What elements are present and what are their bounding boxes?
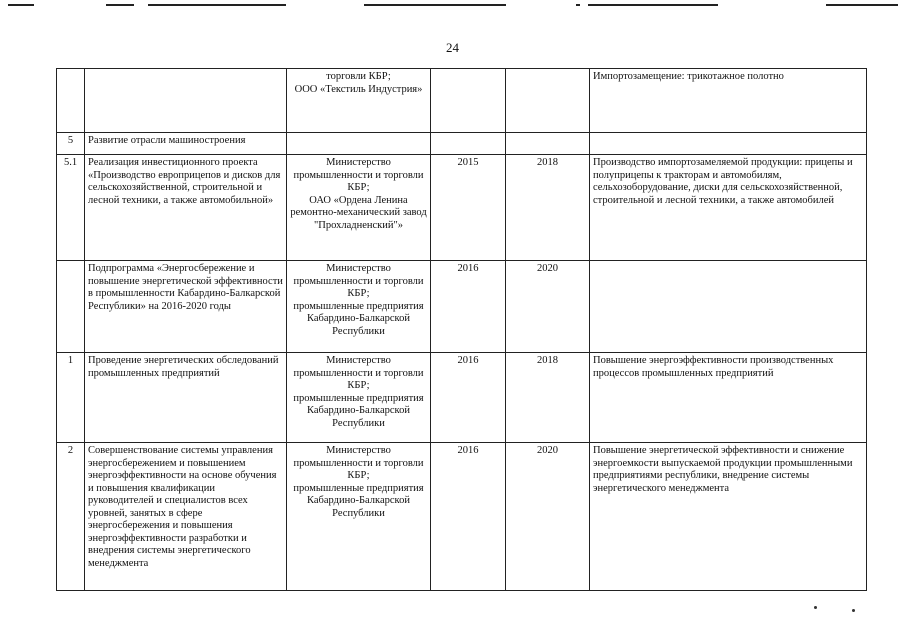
executor (287, 133, 431, 155)
table-row (57, 133, 867, 155)
scan-speck (814, 606, 817, 609)
executor-text: торговли КБР; ООО «Текстиль Индустрия» (294, 71, 423, 95)
start-year: 2016 (431, 353, 506, 443)
measure-name: Развитие отрасли машиностроения (85, 133, 287, 155)
page-number: 24 (446, 40, 459, 55)
start-year (431, 133, 506, 155)
measure-name: Подпрограмма «Энергосбережение и повышение энергетической эффективности в промышленности Кабардино-Балкарской Республики» на 2016-2020 годы (85, 261, 287, 353)
executor-text: Министерство промышленности и торговли КБР; промышленные предприятия Кабардино-Балкарской Республики (293, 263, 424, 337)
table-row (57, 69, 867, 133)
table-row (57, 353, 867, 443)
expected-result: Импортозамещение: трикотажное полотно (590, 69, 867, 133)
measure-name: Проведение энергетических обследований промышленных предприятий (85, 353, 287, 443)
end-year: 2018 (506, 353, 590, 443)
scan-artifact-line (588, 4, 718, 6)
executor (287, 69, 431, 133)
expected-result: Повышение энергоэффективности производственных процессов промышленных предприятий (590, 353, 867, 443)
table-row (57, 443, 867, 591)
scan-artifact-line (576, 4, 580, 6)
expected-result: Производство импортозамеляемой продукции: прицепы и полуприцепы к тракторам и автомобилям, сельхозоборудование, диски для сельскохозяйственной, строительной и лесной техники, а также автомобилей (590, 155, 867, 261)
row-number: 1 (57, 353, 85, 443)
executor-text: Министерство промышленности и торговли КБР; ОАО «Ордена Ленина ремонтно-механический завод "Прохладненский"» (290, 157, 427, 231)
scan-artifact-line (148, 4, 286, 6)
scan-artifact-line (106, 4, 134, 6)
end-year (506, 133, 590, 155)
table-row (57, 155, 867, 261)
executor-text: Министерство промышленности и торговли КБР; промышленные предприятия Кабардино-Балкарской Республики (293, 445, 424, 519)
expected-result (590, 261, 867, 353)
row-number: 5 (57, 133, 85, 155)
executor (287, 443, 431, 591)
row-number (57, 261, 85, 353)
start-year: 2016 (431, 261, 506, 353)
program-table (56, 68, 867, 591)
executor-text: Министерство промышленности и торговли КБР; промышленные предприятия Кабардино-Балкарской Республики (293, 355, 424, 429)
scan-artifact-line (364, 4, 506, 6)
table-row (57, 261, 867, 353)
row-number: 5.1 (57, 155, 85, 261)
expected-result (590, 133, 867, 155)
expected-result: Повышение энергетической эффективности и снижение энергоемкости выпускаемой продукции промышленными предприятиями республики, внедрение системы энергетического менеджмента (590, 443, 867, 591)
measure-name: Совершенствование системы управления энергосбережением и повышением энергоэффективности на основе обучения и повышения квалификации руководителей и специалистов всех уровней, занятых в сфере энергосбережения и повышения энергоэффективности разработки и внедрения системы энергетического менеджмента (85, 443, 287, 591)
measure-name (85, 69, 287, 133)
executor (287, 261, 431, 353)
row-number: 2 (57, 443, 85, 591)
scan-artifact-line (8, 4, 34, 6)
scan-artifact-line (826, 4, 898, 6)
table-body (57, 69, 867, 591)
end-year (506, 69, 590, 133)
executor (287, 155, 431, 261)
end-year: 2020 (506, 443, 590, 591)
executor (287, 353, 431, 443)
scan-speck (852, 609, 855, 612)
measure-name: Реализация инвестиционного проекта «Производство европрицепов и дисков для сельскохозяйственной, строительной и лесной техники, а также автомобильной» (85, 155, 287, 261)
end-year: 2018 (506, 155, 590, 261)
row-number (57, 69, 85, 133)
end-year: 2020 (506, 261, 590, 353)
start-year: 2015 (431, 155, 506, 261)
start-year (431, 69, 506, 133)
start-year: 2016 (431, 443, 506, 591)
